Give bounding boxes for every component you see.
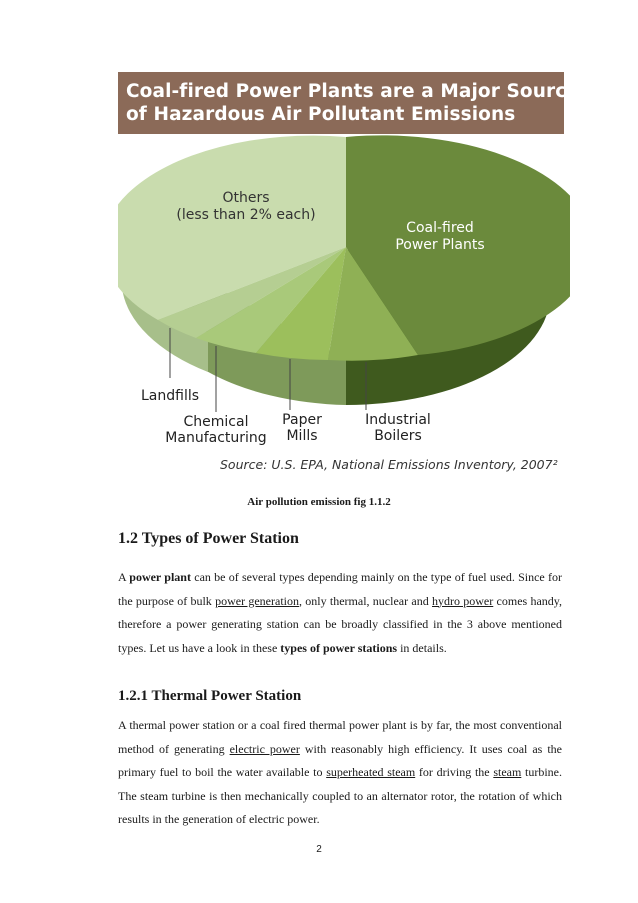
label-chemical-line2: Manufacturing [165, 430, 267, 446]
figure-caption: Air pollution emission fig 1.1.2 [247, 496, 391, 508]
section-heading: 1.2 Types of Power Station [118, 530, 299, 547]
p1-text-2: can be of several types depending mainly on the type of fuel used. Since for the purpose of bulk [118, 570, 563, 608]
link-hydro-power[interactable]: hydro power [432, 593, 494, 608]
label-chemical-line1: Chemical [183, 414, 249, 430]
label-paper-line2: Mills [286, 428, 318, 444]
p1-text-4: comes handy, therefore a power generating station can be broadly classified in the 3 above mentioned types. Let us have a look in these [118, 593, 563, 655]
p1-text-1: A [118, 570, 130, 584]
label-industrial-line2: Boilers [374, 428, 422, 444]
link-electric-power[interactable]: electric power [229, 741, 300, 756]
subsection-heading: 1.2.1 Thermal Power Station [118, 688, 302, 704]
label-coal-line2: Power Plants [395, 237, 485, 253]
label-landfills: Landfills [140, 388, 200, 404]
page-number: 2 [316, 844, 322, 855]
link-types-of-power-stations[interactable]: types of power stations [280, 640, 398, 655]
paragraph-thermal [118, 714, 562, 832]
figure-title-banner [118, 72, 579, 134]
pie-chart-figure [118, 72, 579, 482]
figure-title-line1: Coal-fired Power Plants are a Major Source [126, 81, 579, 102]
p2-text-4: turbine. The steam turbine is then mechanically coupled to an alternator rotor, the rotation of which results in the generation of electric power. [118, 765, 563, 826]
figure-title-line2: of Hazardous Air Pollutant Emissions [126, 104, 516, 125]
label-industrial-line1: Industrial [365, 412, 431, 428]
link-steam[interactable]: steam [493, 765, 522, 779]
link-power-generation[interactable]: power generation [215, 593, 299, 608]
label-others-line2: (less than 2% each) [176, 207, 316, 223]
p2-text-3: for driving the [415, 765, 494, 779]
label-coal-line1: Coal-fired [406, 220, 474, 236]
link-power-plant[interactable]: power plant [129, 570, 191, 584]
p1-text-3: , only thermal, nuclear and [299, 593, 432, 608]
link-superheated-steam[interactable]: superheated steam [326, 765, 416, 779]
label-paper-line1: Paper [282, 412, 322, 428]
p2-text-2: with reasonably high efficiency. It uses coal as the primary fuel to boil the water available to [118, 741, 562, 779]
label-others-line1: Others [222, 190, 270, 206]
paragraph-types [118, 566, 562, 660]
figure-source: Source: U.S. EPA, National Emissions Inventory, 2007² [220, 457, 558, 472]
p2-text-1: A thermal power station or a coal fired thermal power plant is by far, the most conventional method of generating [118, 718, 562, 756]
p1-text-5: in details. [397, 640, 447, 655]
